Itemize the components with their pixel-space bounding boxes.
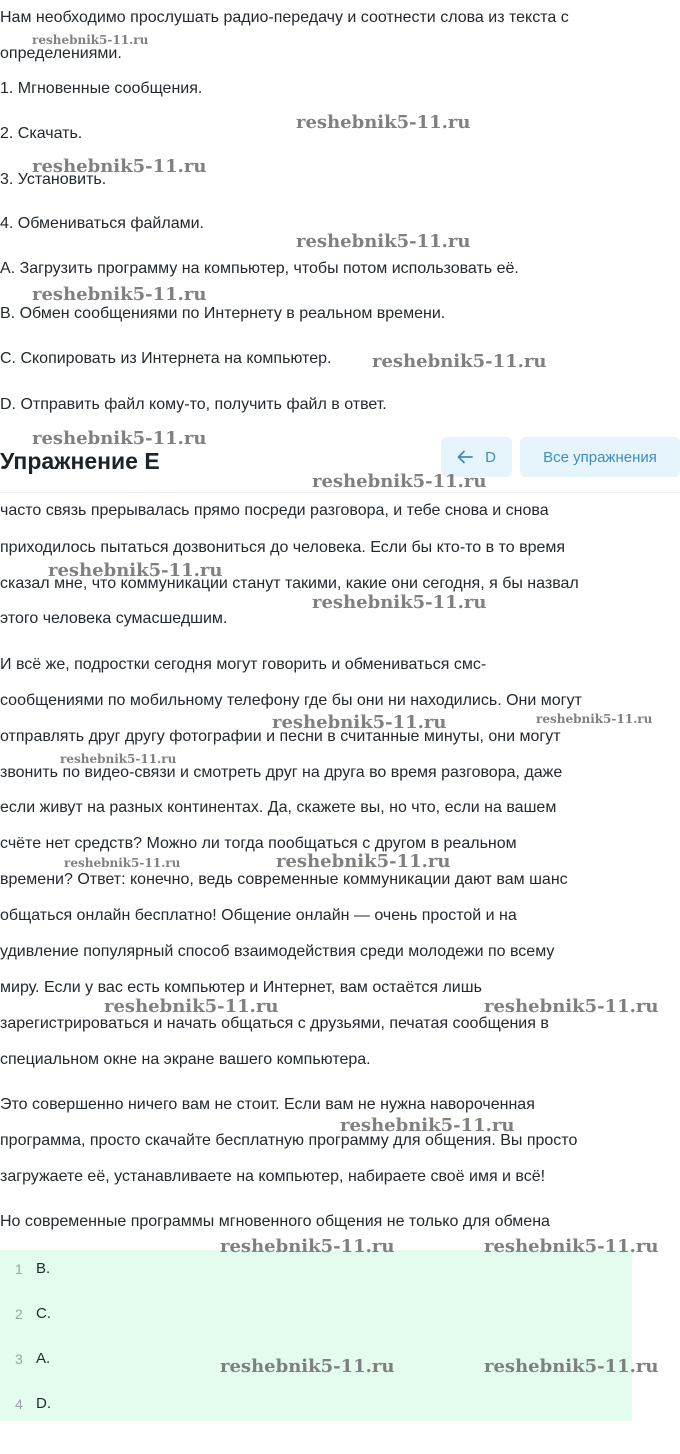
watermark: reshebnik5-11.ru xyxy=(48,560,223,581)
answer-value: D. xyxy=(36,1395,51,1412)
answer-value: A. xyxy=(36,1350,51,1367)
term-item: 3. Установить. xyxy=(0,171,107,188)
text-line: удивление популярный способ взаимодействия среди молодежи по всему xyxy=(0,943,555,960)
watermark: reshebnik5-11.ru xyxy=(32,33,149,47)
definition-item: D. Отправить файл кому-то, получить файл в ответ. xyxy=(0,396,387,413)
divider xyxy=(0,492,680,493)
text-line: загружаете её, устанавливаете на компьютер, набираете своё имя и всё! xyxy=(0,1168,546,1185)
watermark: reshebnik5-11.ru xyxy=(60,752,177,766)
text-line: если живут на разных континентах. Да, скажете вы, но что, если на вашем xyxy=(0,799,557,816)
text-line: И всё же, подростки сегодня могут говорить и обмениваться смс- xyxy=(0,656,487,673)
text-line: часто связь прерывалась прямо посреди разговора, и тебе снова и снова xyxy=(0,502,549,519)
answer-number: 1 xyxy=(15,1261,23,1277)
previous-exercise-button[interactable] xyxy=(441,437,512,477)
text-line: программа, просто скачайте бесплатную программу для общения. Вы просто xyxy=(0,1132,578,1149)
answer-value: B. xyxy=(36,1260,51,1277)
answer-number: 3 xyxy=(15,1351,23,1367)
watermark: reshebnik5-11.ru xyxy=(32,284,207,305)
watermark: reshebnik5-11.ru xyxy=(312,592,487,613)
previous-exercise-label: D xyxy=(485,448,496,466)
text-line: общаться онлайн бесплатно! Общение онлайн — очень простой и на xyxy=(0,907,517,924)
answer-number: 2 xyxy=(15,1306,23,1322)
text-line: времени? Ответ: конечно, ведь современные коммуникации дают вам шанс xyxy=(0,871,568,888)
intro-line-2: определениями. xyxy=(0,45,122,62)
watermark: reshebnik5-11.ru xyxy=(484,1236,659,1257)
watermark: reshebnik5-11.ru xyxy=(340,1115,515,1136)
watermark: reshebnik5-11.ru xyxy=(220,1356,395,1377)
watermark: reshebnik5-11.ru xyxy=(536,712,653,726)
answer-value: C. xyxy=(36,1305,51,1322)
text-line: сказал мне, что коммуникации станут такими, какие они сегодня, я бы назвал xyxy=(0,575,579,592)
watermark: reshebnik5-11.ru xyxy=(296,112,471,133)
term-item: 1. Мгновенные сообщения. xyxy=(0,80,203,97)
watermark: reshebnik5-11.ru xyxy=(484,1356,659,1377)
watermark: reshebnik5-11.ru xyxy=(372,351,547,372)
definition-item: C. Скопировать из Интернета на компьютер. xyxy=(0,350,332,367)
text-line: Но современные программы мгновенного общения не только для обмена xyxy=(0,1213,550,1230)
watermark: reshebnik5-11.ru xyxy=(296,231,471,252)
text-line: миру. Если у вас есть компьютер и Интернет, вам остаётся лишь xyxy=(0,979,482,996)
watermark: reshebnik5-11.ru xyxy=(272,712,447,733)
watermark: reshebnik5-11.ru xyxy=(64,856,181,870)
watermark: reshebnik5-11.ru xyxy=(484,996,659,1017)
watermark: reshebnik5-11.ru xyxy=(276,851,451,872)
watermark: reshebnik5-11.ru xyxy=(312,471,487,492)
term-item: 4. Обмениваться файлами. xyxy=(0,215,204,232)
watermark: reshebnik5-11.ru xyxy=(104,996,279,1017)
text-line: приходилось пытаться дозвониться до человека. Если бы кто-то в то время xyxy=(0,539,566,556)
text-line: специальном окне на экране вашего компьютера. xyxy=(0,1051,371,1068)
definition-item: B. Обмен сообщениями по Интернету в реальном времени. xyxy=(0,305,446,322)
watermark: reshebnik5-11.ru xyxy=(32,156,207,177)
intro-line-1: Нам необходимо прослушать радио-передачу и соотнести слова из текста с xyxy=(0,9,569,26)
text-line: счёте нет средств? Можно ли тогда пообщаться с другом в реальном xyxy=(0,835,517,852)
answers-block xyxy=(0,1250,632,1421)
text-line: этого человека сумасшедшим. xyxy=(0,610,228,627)
definition-item: A. Загрузить программу на компьютер, чтобы потом использовать её. xyxy=(0,260,519,277)
text-line: зарегистрироваться и начать общаться с друзьями, печатая сообщения в xyxy=(0,1015,549,1032)
answer-number: 4 xyxy=(15,1396,23,1412)
text-line: отправлять друг другу фотографии и песни в считанные минуты, они могут xyxy=(0,728,561,745)
arrow-left-icon xyxy=(457,450,473,464)
exercise-title: Упражнение E xyxy=(0,448,160,474)
text-line: сообщениями по мобильному телефону где бы они ни находились. Они могут xyxy=(0,692,582,709)
watermark: reshebnik5-11.ru xyxy=(220,1236,395,1257)
all-exercises-button[interactable]: Все упражнения xyxy=(520,437,680,477)
watermark: reshebnik5-11.ru xyxy=(32,428,207,449)
text-line: Это совершенно ничего вам не стоит. Если вам не нужна навороченная xyxy=(0,1096,535,1113)
term-item: 2. Скачать. xyxy=(0,125,83,142)
text-line: звонить по видео-связи и смотреть друг на друга во время разговора, даже xyxy=(0,764,563,781)
